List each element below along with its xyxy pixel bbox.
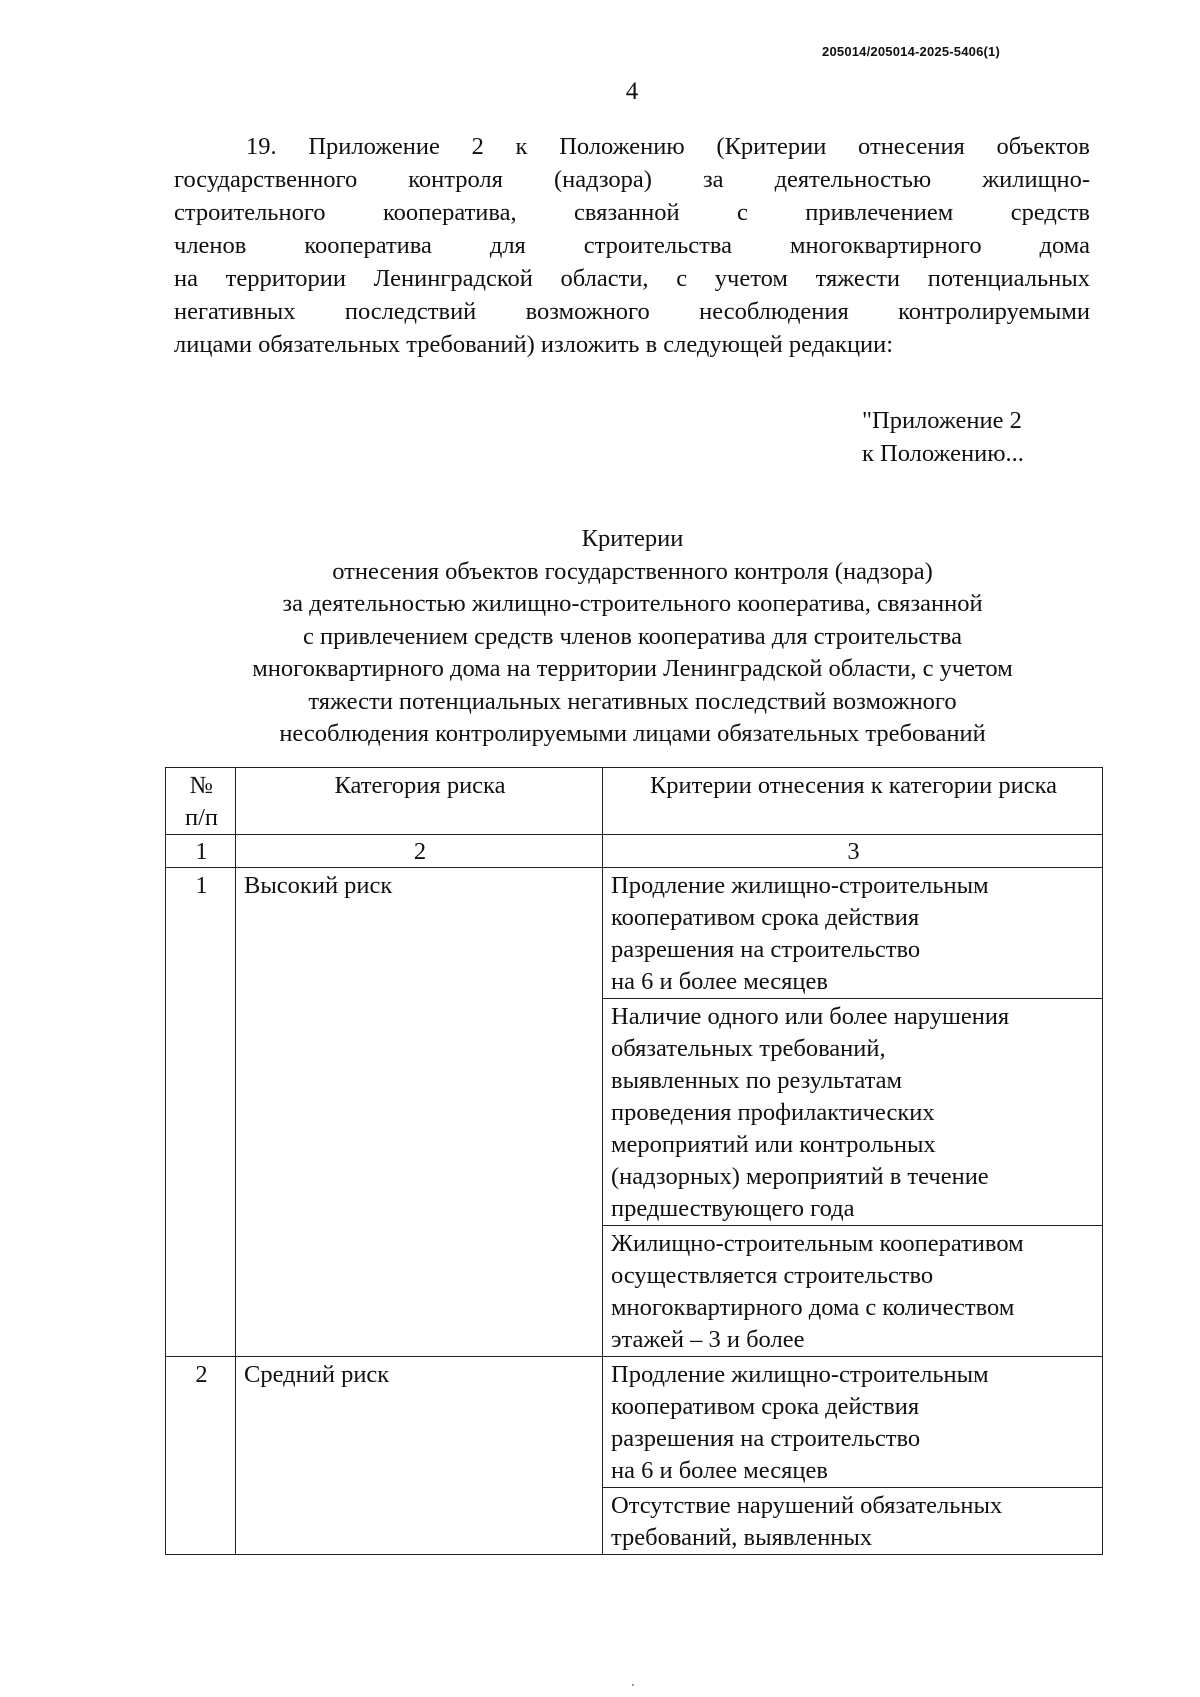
title-line: несоблюдения контролируемыми лицами обязательных требований [279, 720, 986, 747]
criterion-line: Отсутствие нарушений обязательных [611, 1492, 1003, 1519]
title-line: многоквартирного дома на территории Ленинградской области, с учетом [252, 655, 1013, 682]
criterion-line: Продление жилищно-строительным [611, 1361, 989, 1388]
header-number-sign: № [189, 772, 214, 799]
criterion-line: (надзорных) мероприятий в течение [611, 1163, 989, 1190]
criterion-line: многоквартирного дома с количеством [611, 1294, 1015, 1321]
header-number-pp: п/п [184, 804, 219, 831]
row-number: 2 [166, 1357, 236, 1555]
criterion-line: Продление жилищно-строительным [611, 872, 989, 899]
criterion-line: на 6 и более месяцев [611, 1457, 828, 1484]
amendment-paragraph [174, 130, 1090, 361]
column-number: 1 [166, 835, 236, 868]
criterion-line: на 6 и более месяцев [611, 968, 828, 995]
title-line: тяжести потенциальных негативных последствий возможного [308, 687, 957, 715]
appendix-line: к Положению... [862, 440, 1024, 467]
risk-criteria-table [165, 767, 1103, 1555]
criterion-line: обязательных требований, [611, 1035, 886, 1062]
table-row [166, 1357, 1103, 1488]
criterion-line: этажей – 3 и более [611, 1326, 805, 1353]
criterion-line: выявленных по результатам [611, 1067, 903, 1094]
paragraph-line: членов кооператива для строительства многоквартирного дома [174, 232, 1090, 259]
appendix-reference [862, 404, 1024, 470]
criterion-line: Наличие одного или более нарушения [611, 1003, 1010, 1030]
criterion-line: кооперативом срока действия [611, 904, 920, 931]
title-line: за деятельностью жилищно-строительного кооператива, связанной [282, 590, 983, 617]
paragraph-line: лицами обязательных требований) изложить в следующей редакции: [174, 331, 894, 358]
paragraph-line: строительного кооператива, связанной с привлечением средств [174, 199, 1090, 226]
column-number: 3 [603, 835, 1103, 868]
paragraph-line: негативных последствий возможного несоблюдения контролируемыми [174, 298, 1090, 325]
criteria-title [170, 523, 1095, 751]
criterion-line: осуществляется строительство [611, 1262, 934, 1289]
table-row [166, 868, 1103, 999]
risk-category: Средний риск [236, 1357, 603, 1555]
criterion-line: мероприятий или контрольных [611, 1131, 936, 1158]
document-id: 205014/205014-2025-5406(1) [822, 44, 1000, 59]
page-number: 4 [625, 78, 639, 105]
criterion-line: Жилищно-строительным кооперативом [611, 1230, 1024, 1257]
title-line: с привлечением средств членов кооператива для строительства [303, 622, 962, 650]
criterion-line: проведения профилактических [611, 1099, 935, 1126]
criteria-heading: Критерии [581, 525, 684, 552]
header-cell-number [166, 768, 236, 835]
title-line: отнесения объектов государственного контроля (надзора) [332, 557, 933, 585]
row-number: 1 [166, 868, 236, 1357]
header-cell-criteria: Критерии отнесения к категории риска [603, 768, 1103, 835]
criterion-cell [603, 868, 1103, 999]
criterion-line: требований, выявленных [611, 1524, 873, 1551]
criterion-line: кооперативом срока действия [611, 1393, 920, 1420]
criterion-line: предшествующего года [611, 1195, 855, 1222]
column-number-row [166, 835, 1103, 868]
scan-speck [632, 1684, 634, 1686]
criterion-cell [603, 1357, 1103, 1488]
appendix-line: "Приложение 2 [862, 407, 1022, 434]
table-header-row [166, 768, 1103, 835]
criterion-cell [603, 999, 1103, 1226]
criterion-line: разрешения на строительство [611, 1425, 921, 1452]
criterion-line: разрешения на строительство [611, 936, 921, 963]
paragraph-line: государственного контроля (надзора) за деятельностью жилищно- [174, 166, 1090, 193]
criterion-cell [603, 1226, 1103, 1357]
criterion-cell [603, 1488, 1103, 1555]
paragraph-line: на территории Ленинградской области, с учетом тяжести потенциальных [174, 265, 1090, 292]
paragraph-line: 19. Приложение 2 к Положению (Критерии отнесения объектов [246, 133, 1090, 160]
column-number: 2 [236, 835, 603, 868]
header-cell-category: Категория риска [236, 768, 603, 835]
risk-category: Высокий риск [236, 868, 603, 1357]
